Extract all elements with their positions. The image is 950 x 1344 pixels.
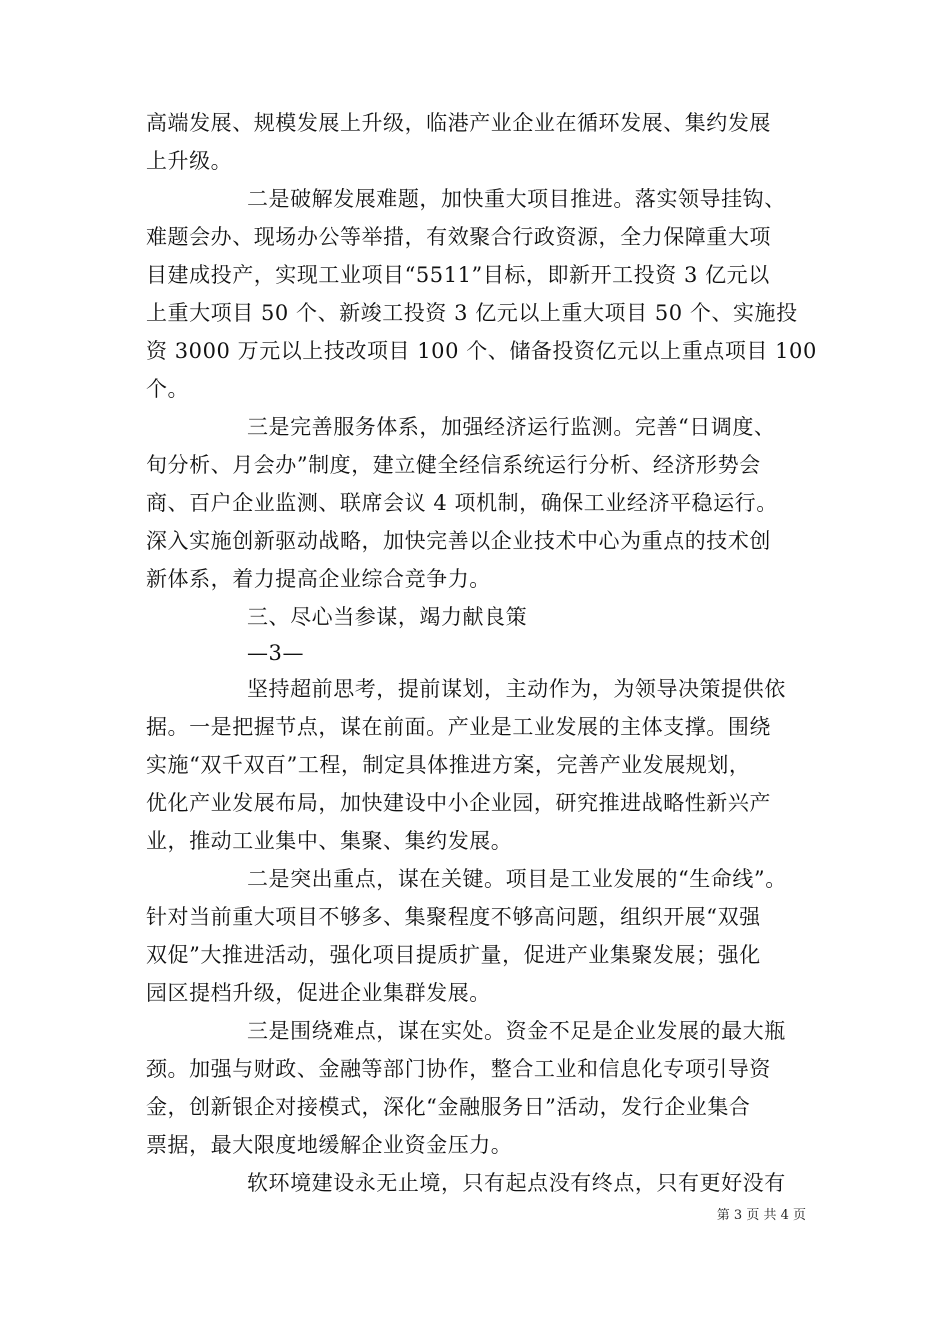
text-line: 业，推动工业集中、集聚、集约发展。 xyxy=(146,829,513,853)
section-heading: 三、尽心当参谋，竭力献良策 xyxy=(247,605,528,629)
text-line: 目建成投产，实现工业项目“5511”目标，即新开工投资 3 亿元以 xyxy=(146,263,770,287)
text-line: 颈。加强与财政、金融等部门协作，整合工业和信息化专项引导资 xyxy=(146,1057,771,1081)
paragraph-first-line: 二是突出重点，谋在关键。项目是工业发展的“生命线”。 xyxy=(247,867,787,891)
text-line: 票据，最大限度地缓解企业资金压力。 xyxy=(146,1133,513,1157)
paragraph-first-line: 三是围绕难点，谋在实处。资金不足是企业发展的最大瓶 xyxy=(247,1019,786,1043)
text-line: 据。一是把握节点，谋在前面。产业是工业发展的主体支撑。围绕 xyxy=(146,715,771,739)
text-line: 高端发展、规模发展上升级，临港产业企业在循环发展、集约发展 xyxy=(146,111,771,135)
paragraph-first-line: 三是完善服务体系，加强经济运行监测。完善“日调度、 xyxy=(247,415,776,439)
paragraph-first-line-last: 软环境建设永无止境，只有起点没有终点，只有更好没有 xyxy=(247,1171,786,1195)
text-line: 园区提档升级，促进企业集群发展。 xyxy=(146,981,491,1005)
text-line: 旬分析、月会办”制度，建立健全经信系统运行分析、经济形势会 xyxy=(146,453,761,477)
page-marker: —3— xyxy=(247,641,305,665)
text-line: 双促”大推进活动，强化项目提质扩量，促进产业集聚发展；强化 xyxy=(146,943,761,967)
text-line: 新体系，着力提高企业综合竞争力。 xyxy=(146,567,491,591)
text-line: 上重大项目 50 个、新竣工投资 3 亿元以上重大项目 50 个、实施投 xyxy=(146,301,798,325)
page-footer: 第 3 页 共 4 页 xyxy=(716,1208,806,1223)
text-line: 资 3000 万元以上技改项目 100 个、储备投资亿元以上重点项目 100 xyxy=(146,339,817,363)
paragraph-first-line: 坚持超前思考，提前谋划，主动作为，为领导决策提供依 xyxy=(247,677,786,701)
text-line: 金，创新银企对接模式，深化“金融服务日”活动，发行企业集合 xyxy=(146,1095,751,1119)
text-line: 优化产业发展布局，加快建设中小企业园，研究推进战略性新兴产 xyxy=(146,791,771,815)
text-line: 实施“双千双百”工程，制定具体推进方案，完善产业发展规划， xyxy=(146,753,751,777)
text-line: 针对当前重大项目不够多、集聚程度不够高问题，组织开展“双强 xyxy=(146,905,761,929)
text-line: 上升级。 xyxy=(146,149,233,173)
text-line: 商、百户企业监测、联席会议 4 项机制，确保工业经济平稳运行。 xyxy=(146,491,778,515)
text-line: 深入实施创新驱动战略，加快完善以企业技术中心为重点的技术创 xyxy=(146,529,771,553)
text-line: 难题会办、现场办公等举措，有效聚合行政资源，全力保障重大项 xyxy=(146,225,771,249)
text-line: 个。 xyxy=(146,377,190,401)
paragraph-first-line: 二是破解发展难题，加快重大项目推进。落实领导挂钩、 xyxy=(247,187,786,211)
